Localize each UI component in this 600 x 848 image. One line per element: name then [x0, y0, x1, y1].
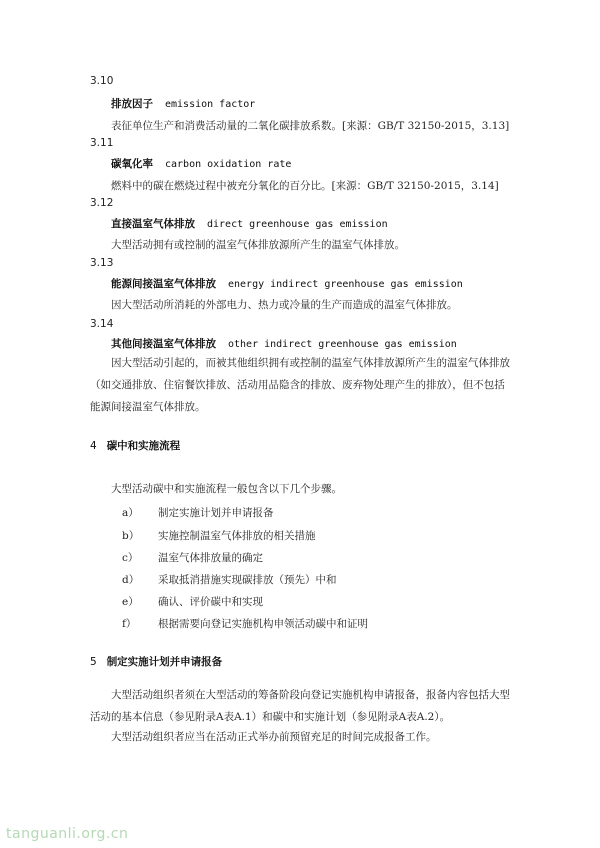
section-paragraph: 大型活动组织者须在大型活动的筹备阶段向登记实施机构申请报备，报备内容包括大型活动的基本信息（参见附录A表A.1）和碳中和实施计划（参见附录A表A.2）。 [90, 689, 510, 723]
term-definition: 因大型活动引起的，而被其他组织拥有或控制的温室气体排放源所产生的温室气体排放（如交通排放、住宿餐饮排放、活动用品隐含的排放、废弃物处理产生的排放），但不包括能源间接温室气体排放。 [90, 357, 510, 413]
term-definition: 燃料中的碳在燃烧过程中被充分氧化的百分比。[来源：GB/T 32150-2015，3.14] [111, 180, 499, 192]
list-label: d） [122, 574, 140, 586]
clause-number: 3.10 [90, 75, 114, 87]
clause-number: 3.14 [90, 318, 114, 330]
list-label: f） [122, 618, 137, 630]
section-number: 5 [90, 656, 97, 668]
term-definition: 大型活动拥有或控制的温室气体排放源所产生的温室气体排放。 [111, 239, 405, 251]
list-text: 制定实施计划并申请报备 [158, 507, 274, 519]
term-heading [111, 276, 463, 291]
list-text: 实施控制温室气体排放的相关措施 [158, 530, 316, 542]
section-paragraph: 大型活动组织者应当在活动正式举办前预留充足的时间完成报备工作。 [111, 731, 437, 743]
list-item [122, 550, 263, 565]
term-definition: 因大型活动所消耗的外部电力、热力或冷量的生产而造成的温室气体排放。 [111, 299, 458, 311]
list-label: b） [122, 530, 140, 542]
list-text: 确认、评价碳中和实现 [158, 596, 263, 608]
term-en: direct greenhouse gas emission [207, 219, 388, 230]
clause-number: 3.13 [90, 257, 114, 269]
term-en: other indirect greenhouse gas emission [228, 339, 457, 350]
term-zh: 碳氧化率 [111, 158, 153, 170]
list-item [122, 505, 274, 520]
clause-number: 3.12 [90, 197, 114, 209]
clause-number: 3.11 [90, 137, 114, 149]
term-zh: 直接温室气体排放 [111, 218, 195, 230]
term-heading [111, 216, 388, 231]
list-label: c） [122, 552, 139, 564]
list-label: e） [122, 596, 139, 608]
term-en: carbon oxidation rate [165, 159, 292, 170]
term-en: emission factor [165, 99, 256, 110]
list-item [122, 616, 368, 631]
term-zh: 能源间接温室气体排放 [111, 278, 216, 290]
list-text: 根据需要向登记实施机构申领活动碳中和证明 [158, 618, 368, 630]
list-item [122, 572, 337, 587]
term-heading [111, 156, 291, 171]
term-heading [111, 336, 457, 351]
watermark: tanguanli.org.cn [6, 826, 129, 842]
section-heading [90, 438, 180, 453]
term-zh: 其他间接温室气体排放 [111, 338, 216, 350]
section-title: 碳中和实施流程 [106, 440, 181, 452]
list-text: 温室气体排放量的确定 [158, 552, 263, 564]
term-zh: 排放因子 [111, 98, 153, 110]
term-definition: 表征单位生产和消费活动量的二氧化碳排放系数。[来源：GB/T 32150-2015，3.13] [111, 120, 510, 132]
list-label: a） [122, 507, 139, 519]
section-intro: 大型活动碳中和实施流程一般包含以下几个步骤。 [111, 483, 342, 495]
term-heading [111, 96, 255, 111]
section-number: 4 [90, 440, 97, 452]
section-title: 制定实施计划并申请报备 [106, 656, 223, 668]
term-en: energy indirect greenhouse gas emission [228, 279, 463, 290]
section-heading [90, 654, 222, 669]
list-item [122, 528, 316, 543]
list-item [122, 594, 263, 609]
list-text: 采取抵消措施实现碳排放（预先）中和 [158, 574, 337, 586]
